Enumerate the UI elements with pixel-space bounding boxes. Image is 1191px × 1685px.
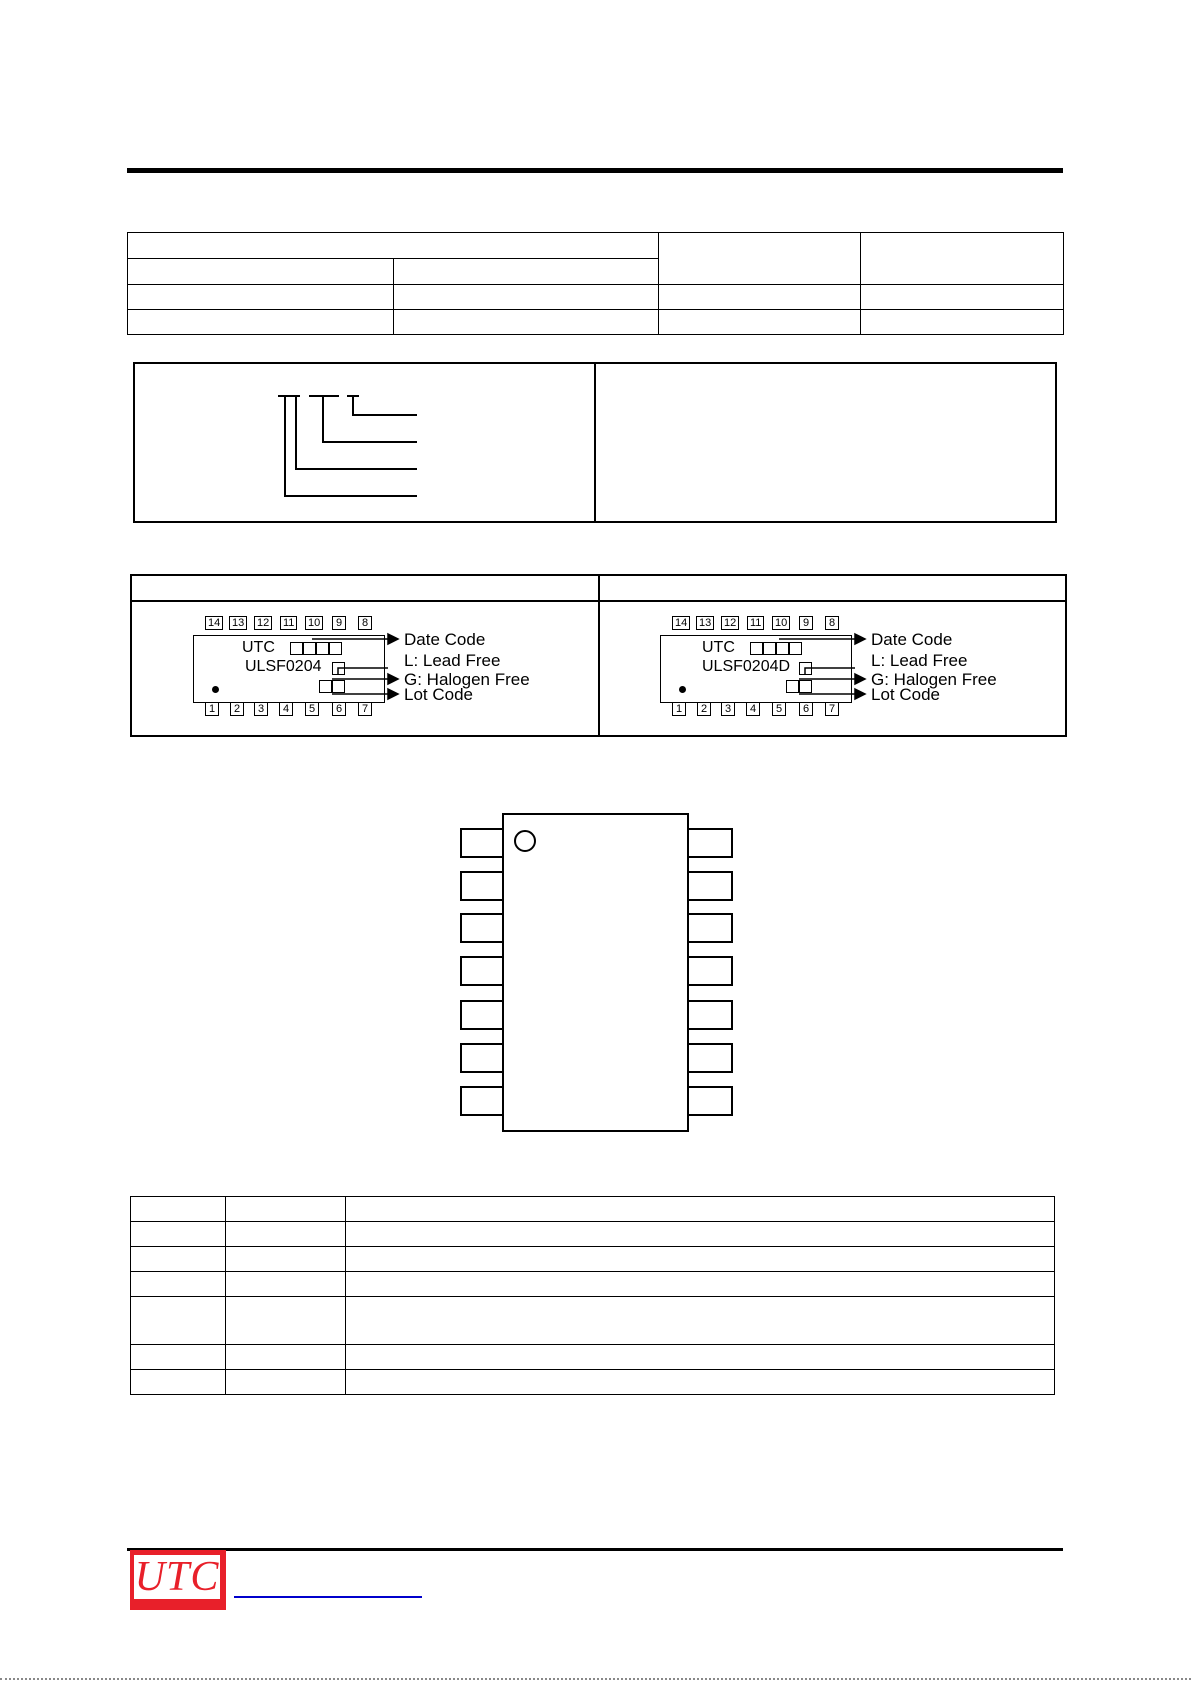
- pin1-indicator-icon: [515, 831, 535, 851]
- pin-label: 3: [254, 702, 268, 716]
- table-cell: [861, 310, 1064, 335]
- date-code-label: Date Code: [871, 630, 953, 649]
- date-code-label: Date Code: [404, 630, 486, 649]
- table-cell: [226, 1370, 346, 1395]
- pin-label: 14: [672, 616, 690, 630]
- table-cell: [128, 310, 394, 335]
- table-cell: [346, 1272, 1055, 1297]
- pin-label: 10: [305, 616, 323, 630]
- decoder-bracket-lines: [135, 364, 595, 521]
- pin-pad: [461, 1001, 503, 1029]
- pin-label: 4: [279, 702, 293, 716]
- table-row: [131, 1345, 1055, 1370]
- pin-label: 10: [772, 616, 790, 630]
- pin-label: 1: [205, 702, 219, 716]
- table-cell: [128, 285, 394, 310]
- table-cell: [659, 233, 861, 285]
- pin-label: 6: [332, 702, 346, 716]
- pin-label: 1: [672, 702, 686, 716]
- table-cell: [346, 1345, 1055, 1370]
- pin-label: 8: [825, 616, 839, 630]
- marking-lead-free: [192, 616, 572, 726]
- pin-configuration-diagram: [455, 810, 740, 1135]
- table-header-row: [131, 1197, 1055, 1222]
- pin-pad: [461, 1044, 503, 1072]
- pin-label: 7: [358, 702, 372, 716]
- marking-table: [130, 574, 1067, 737]
- table-cell: [346, 1247, 1055, 1272]
- table-cell: [346, 1297, 1055, 1345]
- table-cell: [226, 1297, 346, 1345]
- pin-label: 3: [721, 702, 735, 716]
- halogen-free-label: G: Halogen Free: [871, 670, 997, 689]
- pin-pad: [461, 1087, 503, 1115]
- header-rule: [127, 168, 1063, 173]
- pin-label: 11: [280, 616, 297, 630]
- pin-description-table: [130, 1196, 1055, 1395]
- table-cell: [659, 310, 861, 335]
- brand-text: UTC: [242, 639, 275, 656]
- utc-logo: [130, 1550, 226, 1610]
- pin-label: 4: [746, 702, 760, 716]
- table-cell: [226, 1222, 346, 1247]
- table-row: [131, 1297, 1055, 1345]
- utc-logo-text: UTC: [134, 1554, 220, 1600]
- pin-pad: [461, 872, 503, 900]
- pin-label: 13: [696, 616, 714, 630]
- lot-code-label: Lot Code: [871, 685, 940, 704]
- pin-pad: [688, 1087, 732, 1115]
- page-bottom-dotted-line: [0, 1678, 1191, 1680]
- pin-label: 14: [205, 616, 223, 630]
- pin-label: 2: [697, 702, 711, 716]
- footer-rule: [127, 1548, 1063, 1551]
- marking-halogen-free: [659, 616, 1039, 726]
- pin-label: 2: [230, 702, 244, 716]
- pin-label: 8: [358, 616, 372, 630]
- pin-label: 5: [305, 702, 319, 716]
- pin-pad: [688, 829, 732, 857]
- website-link-underline[interactable]: [234, 1596, 422, 1598]
- pin-label: 5: [772, 702, 786, 716]
- table-cell: [394, 259, 659, 285]
- pin-label: 6: [799, 702, 813, 716]
- table-row: [131, 1272, 1055, 1297]
- table-cell: [131, 1345, 226, 1370]
- table-cell: [226, 1345, 346, 1370]
- part-number-decoder: [133, 362, 1057, 523]
- marking-divider: [598, 576, 600, 735]
- table-row: [128, 310, 1064, 335]
- table-cell: [131, 1297, 226, 1345]
- pin-pad: [688, 1001, 732, 1029]
- table-cell: [394, 310, 659, 335]
- table-cell: [131, 1370, 226, 1395]
- pin-pad: [688, 914, 732, 942]
- pin-label: 13: [229, 616, 247, 630]
- ic-package-body: [503, 814, 688, 1131]
- part-number-text: ULSF0204: [245, 658, 322, 675]
- table-cell: [226, 1247, 346, 1272]
- ordering-info-table: [127, 232, 1064, 335]
- table-cell: [346, 1222, 1055, 1247]
- table-cell: [131, 1197, 226, 1222]
- brand-text: UTC: [702, 639, 735, 656]
- table-cell: [659, 285, 861, 310]
- table-cell: [861, 285, 1064, 310]
- table-cell: [128, 233, 659, 259]
- lot-code-label: Lot Code: [404, 685, 473, 704]
- pin-label: 12: [721, 616, 739, 630]
- pin-label: 11: [747, 616, 764, 630]
- halogen-free-label: G: Halogen Free: [404, 670, 530, 689]
- table-cell: [131, 1222, 226, 1247]
- pin-pad: [688, 957, 732, 985]
- pin-label: 12: [254, 616, 272, 630]
- table-cell: [394, 285, 659, 310]
- table-cell: [131, 1272, 226, 1297]
- pin-pad: [688, 872, 732, 900]
- part-number-text: ULSF0204D: [702, 658, 791, 675]
- lead-free-label: L: Lead Free: [871, 651, 968, 670]
- table-cell: [131, 1247, 226, 1272]
- lead-free-label: L: Lead Free: [404, 651, 501, 670]
- pin-pad: [461, 914, 503, 942]
- table-cell: [128, 259, 394, 285]
- table-row: [131, 1370, 1055, 1395]
- table-row: [131, 1222, 1055, 1247]
- pin-label: 9: [332, 616, 346, 630]
- pin-label: 9: [799, 616, 813, 630]
- table-cell: [226, 1197, 346, 1222]
- pin-pad: [688, 1044, 732, 1072]
- table-row: [131, 1247, 1055, 1272]
- table-cell: [346, 1370, 1055, 1395]
- pin-label: 7: [825, 702, 839, 716]
- table-cell: [226, 1272, 346, 1297]
- table-row: [128, 285, 1064, 310]
- table-cell: [346, 1197, 1055, 1222]
- pin-pad: [461, 957, 503, 985]
- pin-pad: [461, 829, 503, 857]
- table-cell: [861, 233, 1064, 285]
